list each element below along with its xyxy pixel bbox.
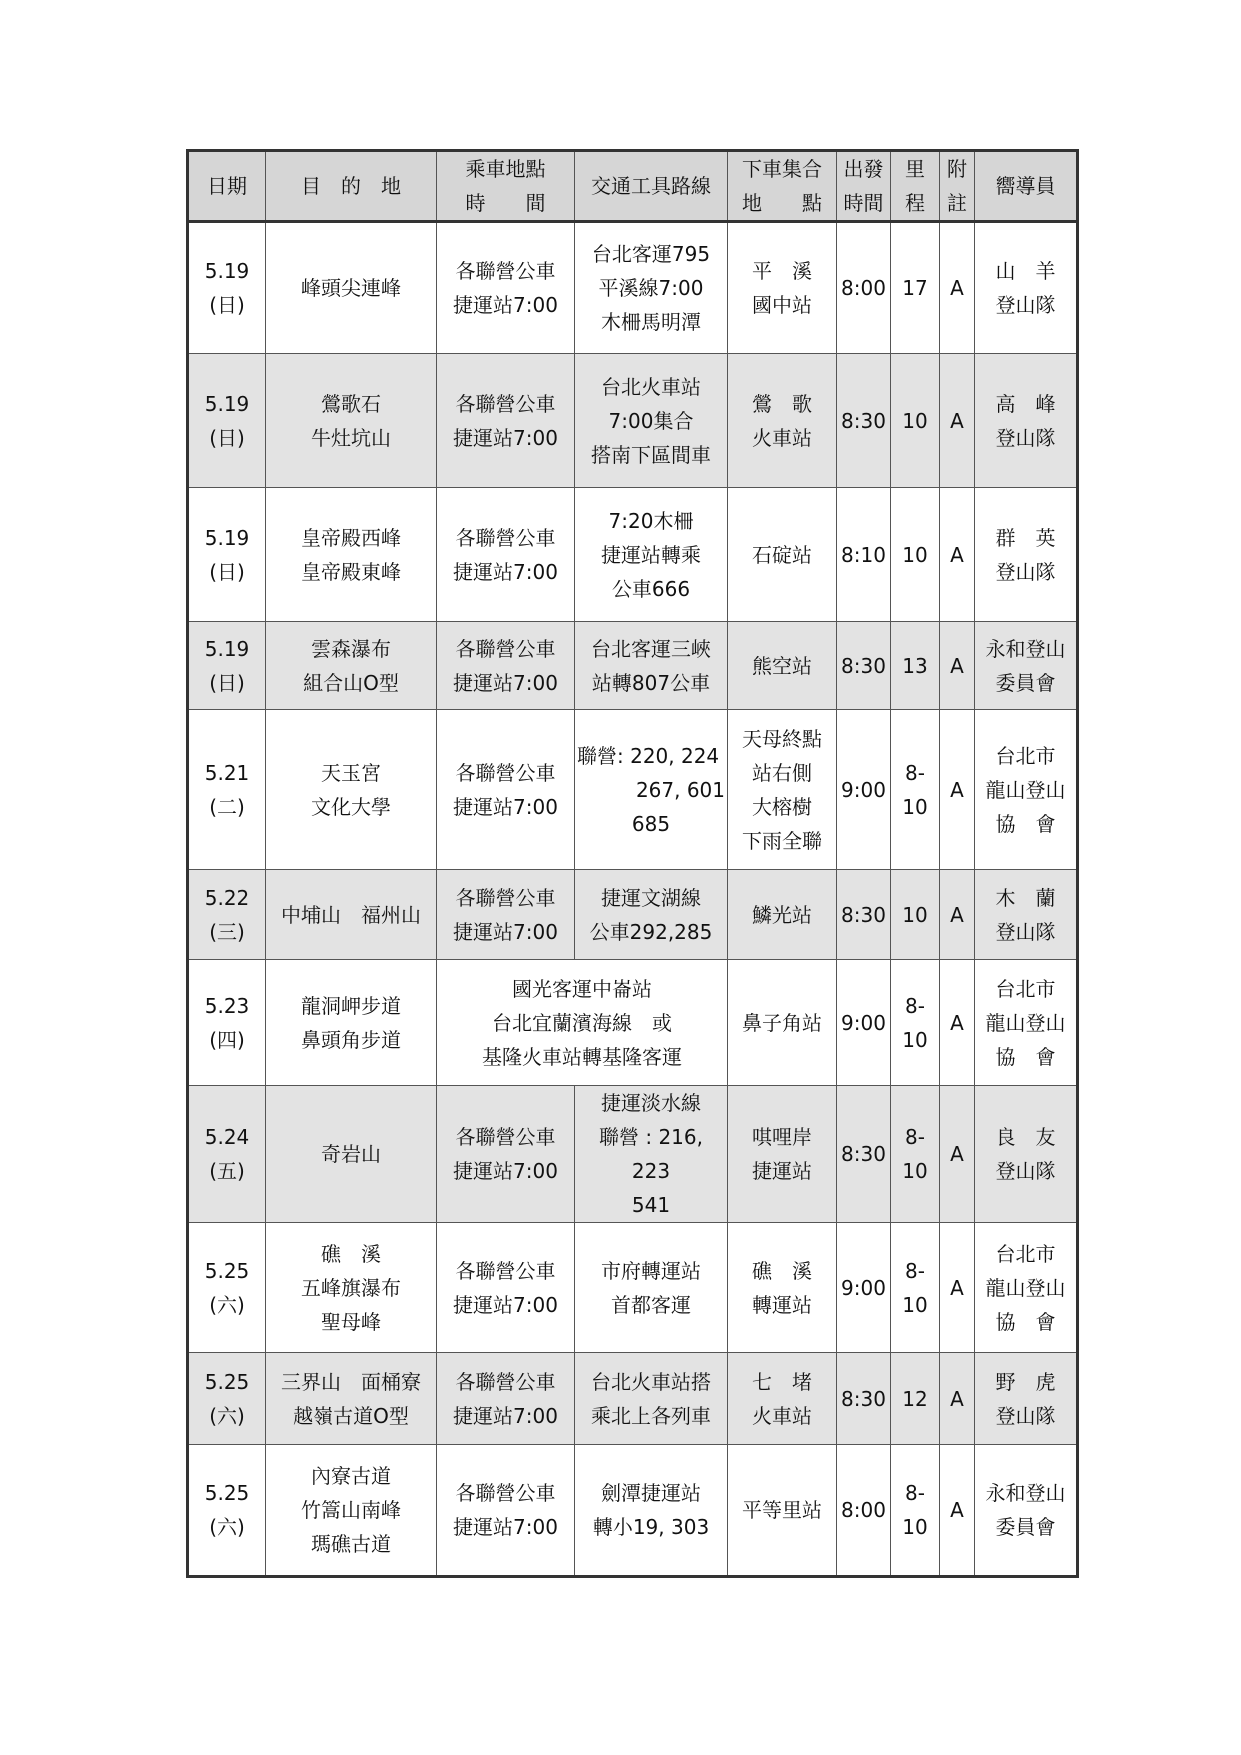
cell-guide: 良 友 登山隊 (975, 1086, 1078, 1223)
header-destination: 目 的 地 (266, 151, 437, 222)
table-row (188, 1445, 1078, 1577)
cell-depart-time: 8:30 (837, 1086, 891, 1223)
cell-destination: 中埔山 福州山 (266, 870, 437, 960)
cell-date: 5.21 (二) (188, 710, 266, 870)
header-distance: 里 程 (891, 151, 940, 222)
cell-note: A (940, 1086, 975, 1223)
cell-distance: 10 (891, 870, 940, 960)
cell-transport: 7:20木柵 捷運站轉乘 公車666 (575, 488, 728, 622)
header-depart: 出發 時間 (837, 151, 891, 222)
header-transport: 交通工具路線 (575, 151, 728, 222)
cell-alight: 礁 溪 轉運站 (728, 1223, 837, 1353)
cell-distance: 12 (891, 1353, 940, 1445)
cell-note: A (940, 222, 975, 354)
table-row (188, 622, 1078, 710)
cell-distance: 13 (891, 622, 940, 710)
cell-note: A (940, 710, 975, 870)
cell-guide: 永和登山 委員會 (975, 622, 1078, 710)
cell-guide: 木 蘭 登山隊 (975, 870, 1078, 960)
cell-distance: 10 (891, 354, 940, 488)
cell-boarding: 各聯營公車 捷運站7:00 (437, 710, 575, 870)
cell-guide: 高 峰 登山隊 (975, 354, 1078, 488)
cell-date: 5.22 (三) (188, 870, 266, 960)
cell-transport: 台北客運795 平溪線7:00 木柵馬明潭 (575, 222, 728, 354)
cell-destination: 天玉宮 文化大學 (266, 710, 437, 870)
table-row (188, 710, 1078, 870)
header-guide: 嚮導員 (975, 151, 1078, 222)
cell-distance: 17 (891, 222, 940, 354)
cell-destination: 三界山 面桶寮 越嶺古道O型 (266, 1353, 437, 1445)
cell-transport: 捷運淡水線 聯營 : 216, 223 541 (575, 1086, 728, 1223)
transport-line: 685 (631, 811, 671, 836)
cell-depart-time: 8:30 (837, 870, 891, 960)
header-date: 日期 (188, 151, 266, 222)
cell-depart-time: 8:00 (837, 222, 891, 354)
cell-depart-time: 8:10 (837, 488, 891, 622)
cell-boarding: 各聯營公車 捷運站7:00 (437, 622, 575, 710)
cell-boarding: 各聯營公車 捷運站7:00 (437, 1445, 575, 1577)
cell-date: 5.19 (日) (188, 488, 266, 622)
cell-guide: 永和登山 委員會 (975, 1445, 1078, 1577)
cell-note: A (940, 622, 975, 710)
cell-date: 5.25 (六) (188, 1223, 266, 1353)
cell-alight: 熊空站 (728, 622, 837, 710)
cell-alight: 鼻子角站 (728, 960, 837, 1086)
header-boarding: 乘車地點 時 間 (437, 151, 575, 222)
cell-transport: 台北火車站 7:00集合 搭南下區間車 (575, 354, 728, 488)
cell-date: 5.19 (日) (188, 354, 266, 488)
header-note: 附 註 (940, 151, 975, 222)
cell-depart-time: 8:30 (837, 354, 891, 488)
cell-destination: 峰頭尖連峰 (266, 222, 437, 354)
cell-guide: 野 虎 登山隊 (975, 1353, 1078, 1445)
cell-alight: 唭哩岸 捷運站 (728, 1086, 837, 1223)
cell-date: 5.25 (六) (188, 1353, 266, 1445)
cell-boarding: 各聯營公車 捷運站7:00 (437, 354, 575, 488)
cell-distance: 8-10 (891, 1086, 940, 1223)
cell-boarding: 各聯營公車 捷運站7:00 (437, 1223, 575, 1353)
cell-depart-time: 9:00 (837, 960, 891, 1086)
table-row (188, 1353, 1078, 1445)
header-row (188, 151, 1078, 222)
cell-boarding: 各聯營公車 捷運站7:00 (437, 1086, 575, 1223)
cell-depart-time: 9:00 (837, 710, 891, 870)
cell-alight: 七 堵 火車站 (728, 1353, 837, 1445)
cell-date: 5.23 (四) (188, 960, 266, 1086)
cell-transport: 台北火車站搭 乘北上各列車 (575, 1353, 728, 1445)
cell-note: A (940, 1223, 975, 1353)
cell-transport: 市府轉運站 首都客運 (575, 1223, 728, 1353)
cell-transport: 捷運文湖線 公車292,285 (575, 870, 728, 960)
table-row (188, 488, 1078, 622)
cell-date: 5.25 (六) (188, 1445, 266, 1577)
cell-depart-time: 8:30 (837, 1353, 891, 1445)
table-row (188, 870, 1078, 960)
cell-alight: 鱗光站 (728, 870, 837, 960)
header-alight: 下車集合 地 點 (728, 151, 837, 222)
cell-guide: 台北市 龍山登山 協 會 (975, 1223, 1078, 1353)
cell-note: A (940, 1445, 975, 1577)
cell-transport: 劍潭捷運站 轉小19, 303 (575, 1445, 728, 1577)
cell-destination: 雲森瀑布 組合山O型 (266, 622, 437, 710)
table-row (188, 1223, 1078, 1353)
cell-guide: 山 羊 登山隊 (975, 222, 1078, 354)
cell-alight: 平等里站 (728, 1445, 837, 1577)
cell-alight: 天母終點 站右側 大榕樹 下雨全聯 (728, 710, 837, 870)
cell-alight: 平 溪 國中站 (728, 222, 837, 354)
cell-destination: 龍洞岬步道 鼻頭角步道 (266, 960, 437, 1086)
cell-date: 5.24 (五) (188, 1086, 266, 1223)
cell-note: A (940, 488, 975, 622)
table-row (188, 222, 1078, 354)
transport-line: 聯營: 220, 224 (577, 743, 720, 768)
cell-transport (575, 710, 728, 870)
cell-note: A (940, 354, 975, 488)
transport-line: 267, 601 (635, 777, 725, 802)
cell-transport: 台北客運三峽 站轉807公車 (575, 622, 728, 710)
cell-depart-time: 8:30 (837, 622, 891, 710)
cell-destination: 皇帝殿西峰 皇帝殿東峰 (266, 488, 437, 622)
cell-distance: 8-10 (891, 1223, 940, 1353)
cell-distance: 8-10 (891, 1445, 940, 1577)
cell-note: A (940, 870, 975, 960)
cell-boarding: 各聯營公車 捷運站7:00 (437, 870, 575, 960)
cell-destination: 奇岩山 (266, 1086, 437, 1223)
table-row (188, 1086, 1078, 1223)
cell-distance: 8-10 (891, 710, 940, 870)
cell-destination: 礁 溪 五峰旗瀑布 聖母峰 (266, 1223, 437, 1353)
cell-note: A (940, 1353, 975, 1445)
cell-boarding-transport: 國光客運中崙站 台北宜蘭濱海線 或 基隆火車站轉基隆客運 (437, 960, 728, 1086)
cell-alight: 石碇站 (728, 488, 837, 622)
schedule-table (186, 149, 1079, 1578)
cell-guide: 台北市 龍山登山 協 會 (975, 960, 1078, 1086)
cell-depart-time: 8:00 (837, 1445, 891, 1577)
cell-date: 5.19 (日) (188, 622, 266, 710)
cell-note: A (940, 960, 975, 1086)
cell-boarding: 各聯營公車 捷運站7:00 (437, 1353, 575, 1445)
cell-distance: 8-10 (891, 960, 940, 1086)
cell-boarding: 各聯營公車 捷運站7:00 (437, 222, 575, 354)
cell-alight: 鶯 歌 火車站 (728, 354, 837, 488)
cell-distance: 10 (891, 488, 940, 622)
table-row (188, 960, 1078, 1086)
cell-destination: 鶯歌石 牛灶坑山 (266, 354, 437, 488)
table-row (188, 354, 1078, 488)
cell-destination: 內寮古道 竹篙山南峰 瑪礁古道 (266, 1445, 437, 1577)
cell-depart-time: 9:00 (837, 1223, 891, 1353)
cell-guide: 台北市 龍山登山 協 會 (975, 710, 1078, 870)
cell-date: 5.19 (日) (188, 222, 266, 354)
cell-guide: 群 英 登山隊 (975, 488, 1078, 622)
cell-boarding: 各聯營公車 捷運站7:00 (437, 488, 575, 622)
